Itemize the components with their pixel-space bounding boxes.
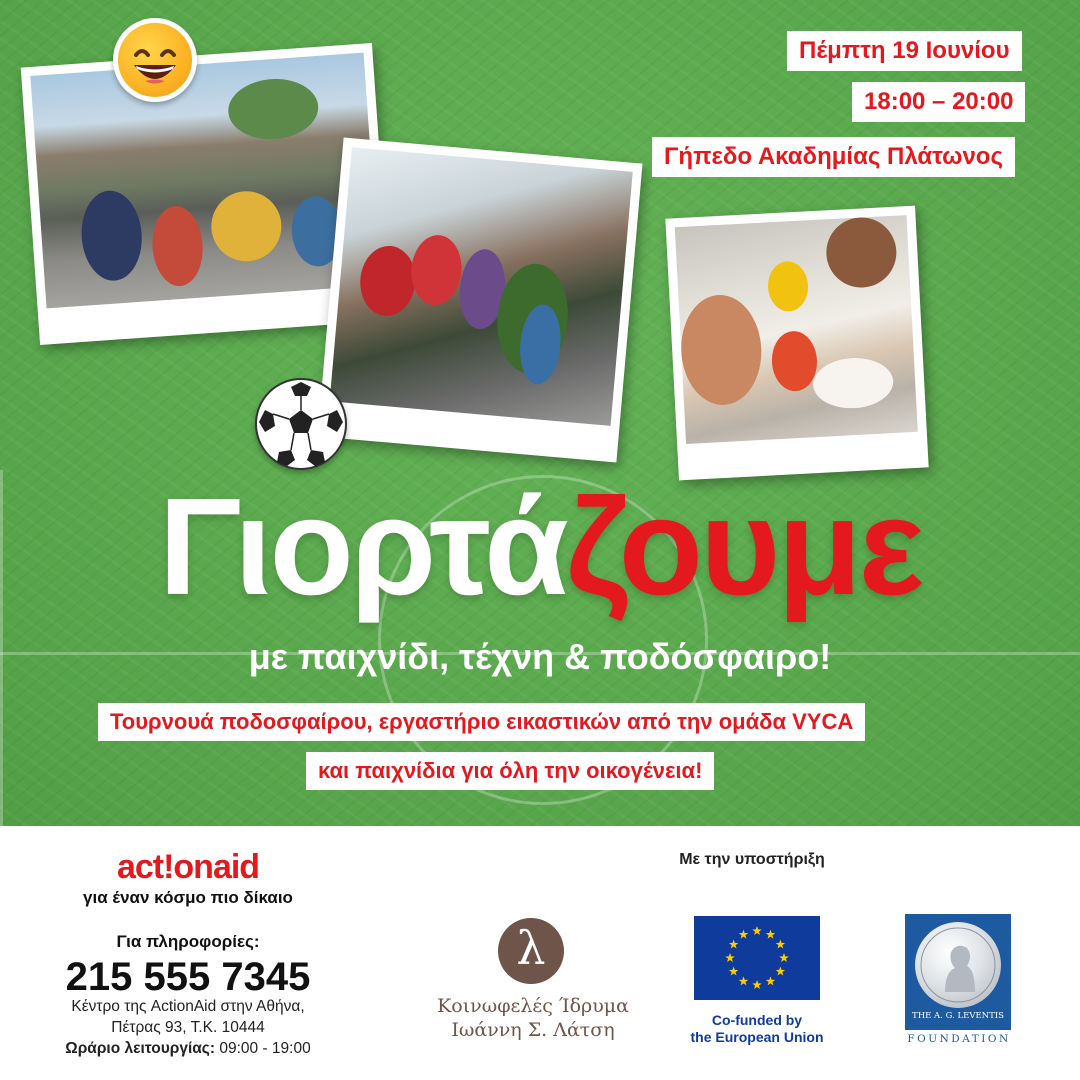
eu-star (739, 976, 749, 985)
eu-star (739, 930, 749, 939)
info-label: Για πληροφορίες: (116, 932, 260, 951)
opening-hours (30, 1040, 346, 1058)
event-photo-music-stage (317, 137, 642, 462)
eu-cofunded-text (670, 1012, 844, 1046)
soccer-ball-icon (255, 378, 347, 470)
eu-star (776, 967, 786, 976)
smiley-emoji-icon (113, 18, 197, 102)
leventis-foundation-logo (905, 914, 1011, 1030)
eu-star (776, 940, 786, 949)
headline-white-part: Γιορτά (158, 470, 566, 624)
headline-red-part: ζουμε (565, 470, 922, 624)
latsis-line-1: Κοινωφελές Ίδρυμα (437, 995, 629, 1017)
eu-star (752, 980, 762, 989)
leventis-foundation-word: FOUNDATION (907, 1033, 1011, 1045)
phone-number: 215 555 7345 (65, 955, 311, 999)
actionaid-tagline: για έναν κόσμο πιο δίκαιο (83, 888, 293, 907)
opening-hours-label: Ωράριο λειτουργίας: (65, 1040, 216, 1057)
headline-subtitle: με παιχνίδι, τέχνη & ποδόσφαιρο! (248, 636, 832, 677)
event-venue-tag: Γήπεδο Ακαδημίας Πλάτωνος (652, 137, 1015, 177)
support-label: Με την υποστήριξη (679, 851, 825, 868)
eu-star (725, 953, 735, 962)
eu-star (766, 930, 776, 939)
address-line-1: Κέντρο της ActionAid στην Αθήνα, (71, 998, 305, 1015)
leventis-name: THE A. G. LEVENTIS (912, 1011, 1004, 1021)
address-line-2: Πέτρας 93, Τ.Κ. 10444 (111, 1019, 265, 1036)
event-photo-craft-workshop (665, 206, 928, 481)
actionaid-logo: act!onaid (116, 848, 260, 886)
event-date-tag: Πέμπτη 19 Ιουνίου (787, 31, 1022, 71)
eu-line-1: Co-funded by (711, 1012, 803, 1028)
details-line-1: Τουρνουά ποδοσφαίρου, εργαστήριο εικαστικών από την ομάδα VYCA (98, 703, 865, 741)
eu-star (729, 940, 739, 949)
eu-star (729, 967, 739, 976)
latsis-line-2: Ιωάννη Σ. Λάτση (451, 1019, 615, 1041)
event-time-tag: 18:00 – 20:00 (852, 82, 1025, 122)
eu-stars-icon (694, 916, 820, 1000)
headline (0, 470, 1080, 624)
eu-line-2: the European Union (690, 1029, 824, 1045)
latsis-foundation-name (400, 994, 666, 1042)
eu-star (752, 926, 762, 935)
leventis-coin-portrait (915, 922, 1001, 1008)
details-line-2: και παιχνίδια για όλη την οικογένεια! (306, 752, 714, 790)
opening-hours-value: 09:00 - 19:00 (215, 1040, 311, 1057)
eu-star (779, 953, 789, 962)
eu-flag (694, 916, 820, 1000)
eu-star (766, 976, 776, 985)
latsis-foundation-logo: λ (498, 918, 564, 984)
